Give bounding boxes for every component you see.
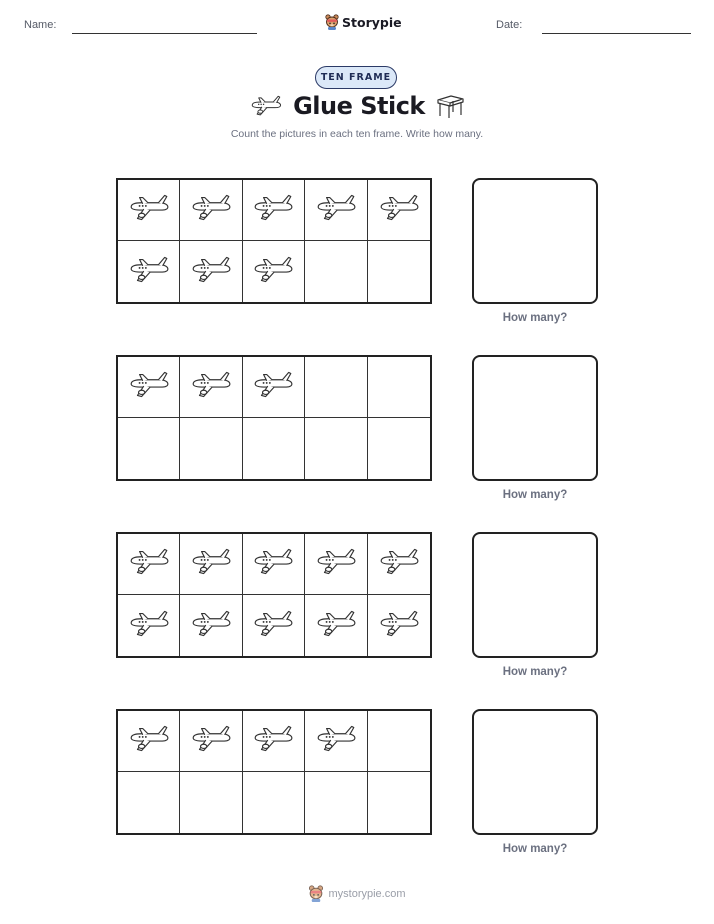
answer-box[interactable] (472, 709, 598, 835)
ten-frame (116, 178, 432, 304)
airplane-icon (127, 254, 171, 290)
airplane-icon (314, 608, 358, 644)
how-many-label: How many? (502, 489, 568, 501)
airplane-icon (127, 608, 171, 644)
bear-mascot-icon (325, 14, 339, 30)
airplane-icon (251, 192, 295, 228)
footer (0, 885, 714, 902)
ten-frame-cell (118, 180, 180, 241)
ten-frame-cell (368, 772, 430, 833)
ten-frame-cell (305, 241, 367, 302)
ten-frame-cell (305, 772, 367, 833)
ten-frame-cell (118, 241, 180, 302)
ten-frame-cell (243, 180, 305, 241)
ten-frame-cell (243, 711, 305, 772)
ten-frame-cell (305, 595, 367, 656)
ten-frame-cell (305, 418, 367, 479)
ten-frame-cell (243, 241, 305, 302)
ten-frame-cell (118, 534, 180, 595)
name-write-line[interactable] (72, 33, 257, 34)
ten-frame-cell (243, 357, 305, 418)
airplane-icon (127, 546, 171, 582)
ten-frame-cell (368, 534, 430, 595)
ten-frame-cell (243, 534, 305, 595)
airplane-icon (314, 546, 358, 582)
instructions: Count the pictures in each ten frame. Write how many. (230, 128, 484, 140)
answer-box[interactable] (472, 532, 598, 658)
ten-frame-cell (305, 357, 367, 418)
airplane-icon (377, 608, 421, 644)
airplane-icon (189, 192, 233, 228)
ten-frame-cell (180, 711, 242, 772)
airplane-icon (377, 192, 421, 228)
airplane-icon (377, 546, 421, 582)
ten-frame-cell (368, 357, 430, 418)
date-write-line[interactable] (542, 33, 691, 34)
ten-frame-cell (180, 595, 242, 656)
airplane-icon (251, 369, 295, 405)
airplane-icon (314, 192, 358, 228)
bear-mascot-icon (308, 885, 324, 902)
ten-frame-cell (305, 711, 367, 772)
ten-frame-cell (118, 418, 180, 479)
how-many-label: How many? (502, 312, 568, 324)
ten-frame (116, 709, 432, 835)
worksheet-type-badge: TEN FRAME (315, 66, 397, 89)
airplane-icon (189, 723, 233, 759)
ten-frame-cell (180, 241, 242, 302)
answer-box[interactable] (472, 178, 598, 304)
ten-frame-cell (368, 595, 430, 656)
brand-name: Storypie (342, 14, 402, 30)
ten-frame-cell (180, 180, 242, 241)
name-label: Name: (24, 19, 57, 31)
table-icon (435, 93, 465, 119)
footer-url: mystorypie.com (328, 887, 406, 900)
airplane-icon (249, 93, 283, 119)
ten-frame (116, 532, 432, 658)
ten-frame-cell (118, 772, 180, 833)
date-label: Date: (496, 19, 523, 31)
ten-frame-cell (180, 534, 242, 595)
ten-frame-cell (305, 534, 367, 595)
airplane-icon (189, 369, 233, 405)
airplane-icon (251, 723, 295, 759)
airplane-icon (251, 254, 295, 290)
ten-frame-cell (368, 418, 430, 479)
ten-frame-cell (118, 595, 180, 656)
airplane-icon (189, 608, 233, 644)
how-many-label: How many? (502, 843, 568, 855)
answer-box[interactable] (472, 355, 598, 481)
ten-frame-cell (118, 357, 180, 418)
airplane-icon (127, 723, 171, 759)
ten-frame-cell (180, 357, 242, 418)
ten-frame-cell (180, 418, 242, 479)
airplane-icon (189, 546, 233, 582)
ten-frame (116, 355, 432, 481)
ten-frame-cell (243, 595, 305, 656)
airplane-icon (251, 546, 295, 582)
how-many-label: How many? (502, 666, 568, 678)
ten-frame-cell (243, 418, 305, 479)
ten-frame-cell (118, 711, 180, 772)
ten-frame-cell (368, 241, 430, 302)
ten-frame-cell (368, 711, 430, 772)
airplane-icon (127, 192, 171, 228)
airplane-icon (189, 254, 233, 290)
airplane-icon (251, 608, 295, 644)
ten-frame-cell (305, 180, 367, 241)
brand-logo (325, 14, 402, 30)
worksheet-title: Glue Stick (293, 92, 425, 120)
ten-frame-cell (180, 772, 242, 833)
ten-frame-cell (368, 180, 430, 241)
airplane-icon (127, 369, 171, 405)
airplane-icon (314, 723, 358, 759)
ten-frame-cell (243, 772, 305, 833)
